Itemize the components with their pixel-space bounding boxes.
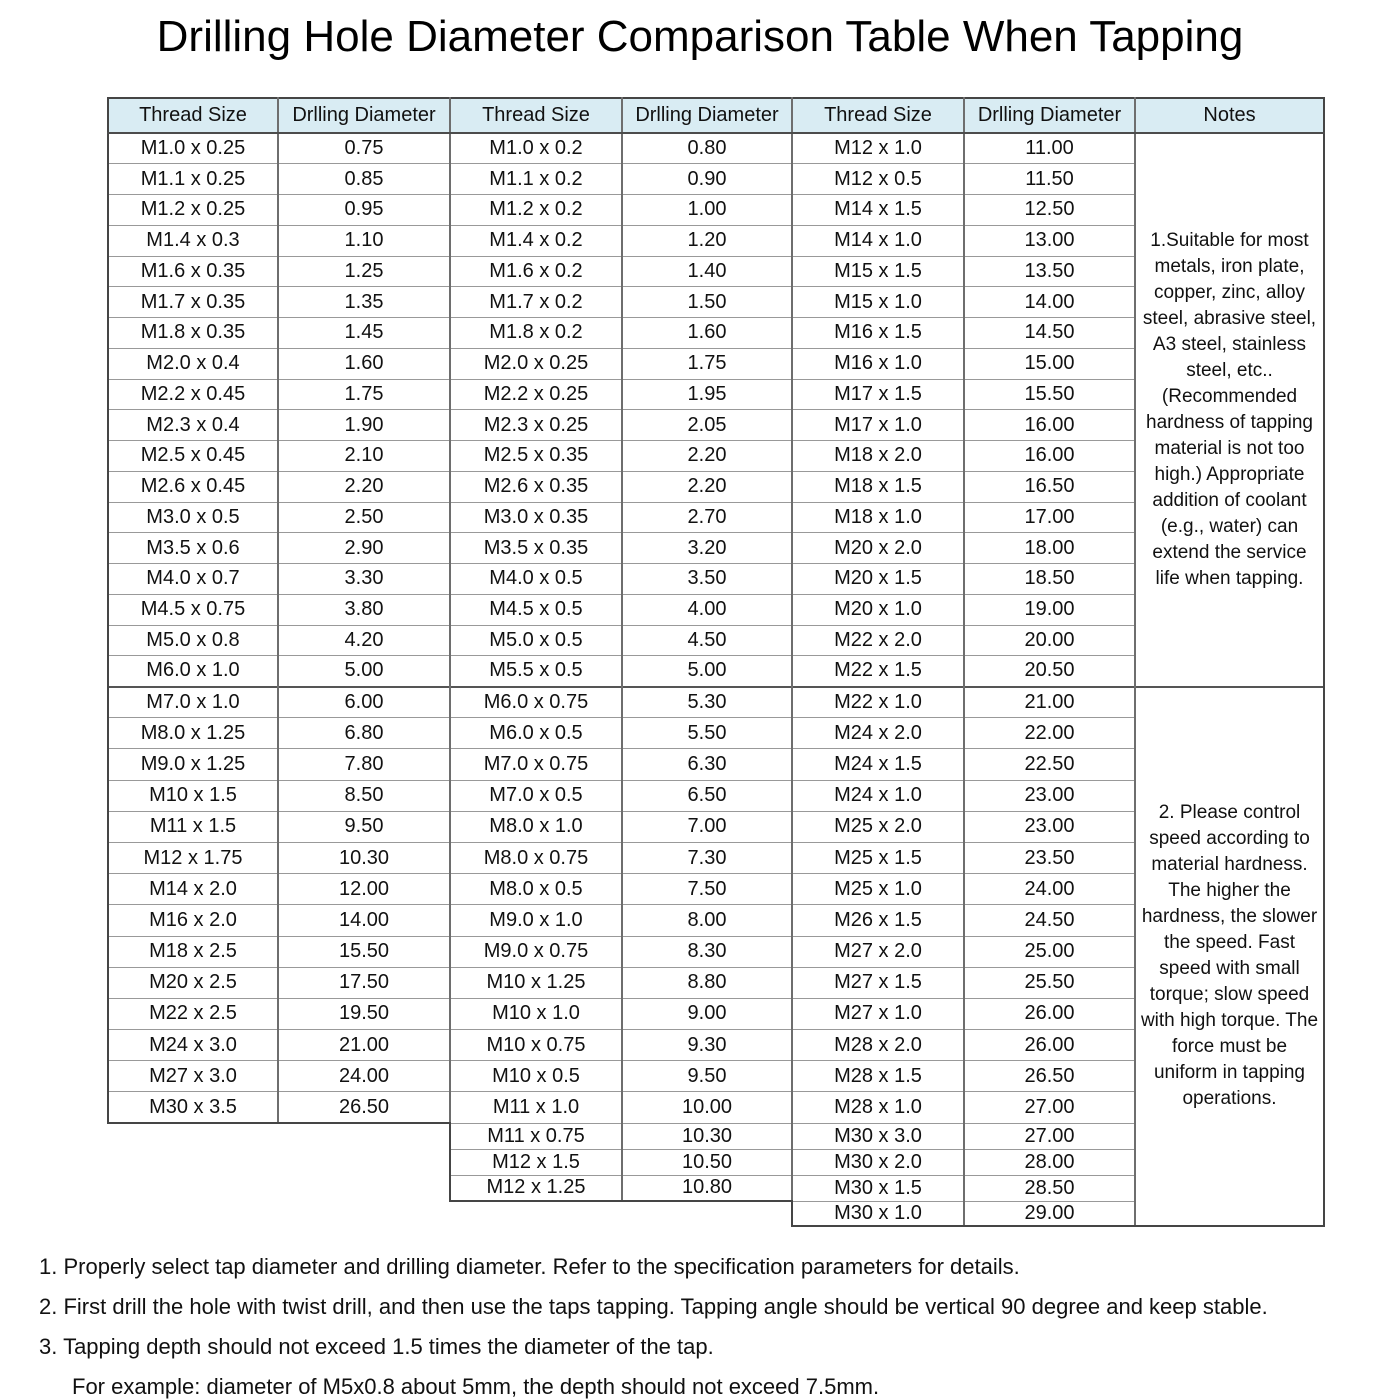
drilling-diameter-cell: 25.50 <box>964 967 1135 998</box>
thread-size-cell: M24 x 3.0 <box>108 1030 278 1061</box>
thread-size-cell: M16 x 2.0 <box>108 905 278 936</box>
thread-size-cell: M8.0 x 1.0 <box>450 811 622 842</box>
drilling-diameter-cell: 6.50 <box>622 780 792 811</box>
thread-size-cell: M1.2 x 0.25 <box>108 195 278 226</box>
thread-size-cell: M20 x 2.0 <box>792 533 964 564</box>
thread-size-cell: M27 x 1.0 <box>792 998 964 1029</box>
thread-size-cell: M22 x 1.0 <box>792 687 964 718</box>
drilling-diameter-cell: 11.00 <box>964 133 1135 164</box>
thread-size-cell: M2.0 x 0.25 <box>450 348 622 379</box>
drilling-diameter-cell: 9.30 <box>622 1030 792 1061</box>
drilling-diameter-cell: 1.75 <box>278 379 450 410</box>
drilling-diameter-cell: 23.00 <box>964 780 1135 811</box>
drilling-diameter-cell: 21.00 <box>964 687 1135 718</box>
drilling-diameter-cell: 21.00 <box>278 1030 450 1061</box>
drilling-diameter-cell: 1.95 <box>622 379 792 410</box>
thread-size-cell: M4.5 x 0.5 <box>450 594 622 625</box>
drilling-diameter-cell: 23.00 <box>964 811 1135 842</box>
thread-size-cell: M2.6 x 0.45 <box>108 471 278 502</box>
thread-size-cell: M6.0 x 1.0 <box>108 656 278 687</box>
drilling-diameter-cell: 14.00 <box>278 905 450 936</box>
thread-size-cell: M9.0 x 1.25 <box>108 749 278 780</box>
thread-size-cell: M2.6 x 0.35 <box>450 471 622 502</box>
drilling-diameter-cell: 8.50 <box>278 780 450 811</box>
thread-size-cell: M8.0 x 1.25 <box>108 718 278 749</box>
thread-size-cell: M1.0 x 0.25 <box>108 133 278 164</box>
thread-size-cell: M30 x 3.0 <box>792 1123 964 1149</box>
thread-size-cell: M7.0 x 0.5 <box>450 780 622 811</box>
drilling-diameter-cell: 27.00 <box>964 1123 1135 1149</box>
thread-size-cell: M6.0 x 0.5 <box>450 718 622 749</box>
drilling-diameter-cell: 8.30 <box>622 936 792 967</box>
drilling-diameter-cell: 6.80 <box>278 718 450 749</box>
thread-size-cell: M5.0 x 0.5 <box>450 625 622 656</box>
drilling-diameter-cell: 8.80 <box>622 967 792 998</box>
drilling-diameter-cell: 15.50 <box>278 936 450 967</box>
drilling-diameter-cell: 7.00 <box>622 811 792 842</box>
thread-size-cell: M10 x 1.25 <box>450 967 622 998</box>
thread-size-cell: M1.1 x 0.2 <box>450 164 622 195</box>
blank-cell <box>278 1201 450 1226</box>
drilling-diameter-cell: 26.00 <box>964 1030 1135 1061</box>
drilling-diameter-cell: 26.50 <box>278 1092 450 1123</box>
thread-size-cell: M8.0 x 0.75 <box>450 842 622 873</box>
drilling-diameter-cell: 17.50 <box>278 967 450 998</box>
footer-notes <box>39 1255 1268 1400</box>
drilling-diameter-cell: 2.05 <box>622 410 792 441</box>
drilling-diameter-cell: 16.50 <box>964 471 1135 502</box>
thread-size-cell: M25 x 1.0 <box>792 874 964 905</box>
drilling-diameter-cell: 1.00 <box>622 195 792 226</box>
thread-size-cell: M7.0 x 1.0 <box>108 687 278 718</box>
drilling-diameter-cell: 1.90 <box>278 410 450 441</box>
thread-size-cell: M30 x 1.0 <box>792 1201 964 1226</box>
thread-size-cell: M15 x 1.5 <box>792 256 964 287</box>
thread-size-cell: M5.0 x 0.8 <box>108 625 278 656</box>
drilling-diameter-cell: 9.50 <box>278 811 450 842</box>
drilling-diameter-cell: 10.00 <box>622 1092 792 1123</box>
drilling-diameter-cell: 22.00 <box>964 718 1135 749</box>
drilling-diameter-cell: 1.20 <box>622 225 792 256</box>
drilling-diameter-cell: 1.60 <box>278 348 450 379</box>
drilling-diameter-cell: 28.00 <box>964 1149 1135 1175</box>
thread-size-cell: M15 x 1.0 <box>792 287 964 318</box>
thread-size-cell: M6.0 x 0.75 <box>450 687 622 718</box>
thread-size-cell: M1.7 x 0.2 <box>450 287 622 318</box>
blank-cell <box>450 1201 622 1226</box>
thread-size-cell: M12 x 0.5 <box>792 164 964 195</box>
drilling-diameter-cell: 5.00 <box>278 656 450 687</box>
drilling-diameter-cell: 26.50 <box>964 1061 1135 1092</box>
thread-size-cell: M10 x 1.0 <box>450 998 622 1029</box>
thread-size-cell: M16 x 1.5 <box>792 318 964 349</box>
drilling-diameter-cell: 22.50 <box>964 749 1135 780</box>
thread-size-cell: M1.2 x 0.2 <box>450 195 622 226</box>
drilling-diameter-cell: 3.50 <box>622 564 792 595</box>
column-header-2: Thread Size <box>450 98 622 133</box>
thread-size-cell: M25 x 1.5 <box>792 842 964 873</box>
thread-size-cell: M27 x 1.5 <box>792 967 964 998</box>
thread-size-cell: M4.0 x 0.7 <box>108 564 278 595</box>
drilling-diameter-cell: 18.00 <box>964 533 1135 564</box>
thread-size-cell: M1.4 x 0.2 <box>450 225 622 256</box>
drilling-diameter-cell: 5.50 <box>622 718 792 749</box>
drilling-diameter-cell: 1.10 <box>278 225 450 256</box>
blank-cell <box>278 1149 450 1175</box>
thread-size-cell: M3.0 x 0.35 <box>450 502 622 533</box>
drilling-diameter-cell: 19.50 <box>278 998 450 1029</box>
table-row <box>108 687 1324 718</box>
drilling-diameter-cell: 14.50 <box>964 318 1135 349</box>
thread-size-cell: M18 x 2.5 <box>108 936 278 967</box>
drilling-diameter-cell: 1.60 <box>622 318 792 349</box>
drilling-diameter-cell: 8.00 <box>622 905 792 936</box>
drilling-diameter-cell: 25.00 <box>964 936 1135 967</box>
thread-size-cell: M7.0 x 0.75 <box>450 749 622 780</box>
drilling-diameter-cell: 1.35 <box>278 287 450 318</box>
thread-size-cell: M1.8 x 0.2 <box>450 318 622 349</box>
header-row <box>108 98 1324 133</box>
drilling-diameter-cell: 2.50 <box>278 502 450 533</box>
drilling-diameter-cell: 7.50 <box>622 874 792 905</box>
page-title: Drilling Hole Diameter Comparison Table When Tapping <box>156 12 1244 61</box>
thread-size-cell: M11 x 1.0 <box>450 1092 622 1123</box>
thread-size-cell: M3.5 x 0.6 <box>108 533 278 564</box>
thread-size-cell: M2.0 x 0.4 <box>108 348 278 379</box>
drilling-diameter-cell: 27.00 <box>964 1092 1135 1123</box>
drilling-diameter-cell: 3.20 <box>622 533 792 564</box>
thread-size-cell: M18 x 2.0 <box>792 441 964 472</box>
column-header-1: Drlling Diameter <box>278 98 450 133</box>
thread-size-cell: M28 x 2.0 <box>792 1030 964 1061</box>
thread-size-cell: M9.0 x 1.0 <box>450 905 622 936</box>
thread-size-cell: M1.7 x 0.35 <box>108 287 278 318</box>
drilling-diameter-cell: 2.20 <box>622 441 792 472</box>
thread-size-cell: M1.1 x 0.25 <box>108 164 278 195</box>
drilling-diameter-cell: 28.50 <box>964 1175 1135 1201</box>
thread-size-cell: M22 x 1.5 <box>792 656 964 687</box>
thread-size-cell: M11 x 0.75 <box>450 1123 622 1149</box>
drilling-diameter-cell: 24.00 <box>964 874 1135 905</box>
drilling-diameter-cell: 13.50 <box>964 256 1135 287</box>
thread-size-cell: M10 x 0.5 <box>450 1061 622 1092</box>
footer-note: 3. Tapping depth should not exceed 1.5 times the diameter of the tap. <box>39 1334 714 1359</box>
thread-size-cell: M30 x 3.5 <box>108 1092 278 1123</box>
drilling-diameter-cell: 1.40 <box>622 256 792 287</box>
thread-size-cell: M1.0 x 0.2 <box>450 133 622 164</box>
thread-size-cell: M27 x 2.0 <box>792 936 964 967</box>
drilling-diameter-cell: 24.50 <box>964 905 1135 936</box>
drilling-diameter-cell: 6.30 <box>622 749 792 780</box>
drilling-diameter-cell: 29.00 <box>964 1201 1135 1226</box>
thread-size-cell: M1.4 x 0.3 <box>108 225 278 256</box>
thread-size-cell: M12 x 1.75 <box>108 842 278 873</box>
footer-note: For example: diameter of M5x0.8 about 5mm, the depth should not exceed 7.5mm. <box>72 1374 880 1399</box>
thread-size-cell: M4.0 x 0.5 <box>450 564 622 595</box>
thread-size-cell: M1.6 x 0.35 <box>108 256 278 287</box>
blank-cell <box>108 1175 278 1201</box>
drilling-diameter-cell: 15.50 <box>964 379 1135 410</box>
drilling-diameter-cell: 18.50 <box>964 564 1135 595</box>
thread-size-cell: M2.3 x 0.25 <box>450 410 622 441</box>
column-header-4: Thread Size <box>792 98 964 133</box>
thread-size-cell: M24 x 2.0 <box>792 718 964 749</box>
drilling-diameter-cell: 19.00 <box>964 594 1135 625</box>
thread-size-cell: M27 x 3.0 <box>108 1061 278 1092</box>
drilling-diameter-cell: 9.50 <box>622 1061 792 1092</box>
drilling-diameter-cell: 20.00 <box>964 625 1135 656</box>
drilling-diameter-cell: 11.50 <box>964 164 1135 195</box>
thread-size-cell: M28 x 1.5 <box>792 1061 964 1092</box>
drilling-diameter-cell: 12.50 <box>964 195 1135 226</box>
blank-cell <box>622 1201 792 1226</box>
drilling-diameter-cell: 3.30 <box>278 564 450 595</box>
thread-size-cell: M17 x 1.5 <box>792 379 964 410</box>
drilling-diameter-cell: 2.10 <box>278 441 450 472</box>
blank-cell <box>108 1123 278 1149</box>
drilling-diameter-cell: 10.80 <box>622 1175 792 1201</box>
drilling-diameter-cell: 17.00 <box>964 502 1135 533</box>
drilling-diameter-cell: 2.90 <box>278 533 450 564</box>
thread-size-cell: M30 x 1.5 <box>792 1175 964 1201</box>
drilling-diameter-cell: 0.85 <box>278 164 450 195</box>
drilling-diameter-cell: 14.00 <box>964 287 1135 318</box>
thread-size-cell: M20 x 1.0 <box>792 594 964 625</box>
thread-size-cell: M30 x 2.0 <box>792 1149 964 1175</box>
thread-size-cell: M20 x 2.5 <box>108 967 278 998</box>
drilling-diameter-cell: 4.50 <box>622 625 792 656</box>
drilling-diameter-cell: 3.80 <box>278 594 450 625</box>
drilling-diameter-cell: 2.20 <box>622 471 792 502</box>
tapping-comparison-table <box>107 97 1325 1227</box>
thread-size-cell: M25 x 2.0 <box>792 811 964 842</box>
drilling-diameter-cell: 9.00 <box>622 998 792 1029</box>
thread-size-cell: M12 x 1.5 <box>450 1149 622 1175</box>
drilling-diameter-cell: 7.80 <box>278 749 450 780</box>
drilling-diameter-cell: 26.00 <box>964 998 1135 1029</box>
thread-size-cell: M17 x 1.0 <box>792 410 964 441</box>
blank-cell <box>278 1123 450 1149</box>
drilling-diameter-cell: 16.00 <box>964 441 1135 472</box>
thread-size-cell: M28 x 1.0 <box>792 1092 964 1123</box>
drilling-diameter-cell: 20.50 <box>964 656 1135 687</box>
thread-size-cell: M24 x 1.5 <box>792 749 964 780</box>
drilling-diameter-cell: 12.00 <box>278 874 450 905</box>
blank-cell <box>108 1201 278 1226</box>
drilling-diameter-cell: 1.50 <box>622 287 792 318</box>
notes-cell: 1.Suitable for most metals, iron plate, copper, zinc, alloy steel, abrasive steel, A3 steel, stainless steel, etc..(Recommended hardness of tapping material is not too high.) Appropriate addition of coolant (e.g., water) can extend the service life when tapping. <box>1135 133 1324 687</box>
thread-size-cell: M20 x 1.5 <box>792 564 964 595</box>
drilling-diameter-cell: 2.70 <box>622 502 792 533</box>
thread-size-cell: M2.3 x 0.4 <box>108 410 278 441</box>
thread-size-cell: M22 x 2.5 <box>108 998 278 1029</box>
drilling-diameter-cell: 0.90 <box>622 164 792 195</box>
thread-size-cell: M18 x 1.0 <box>792 502 964 533</box>
thread-size-cell: M11 x 1.5 <box>108 811 278 842</box>
drilling-diameter-cell: 5.30 <box>622 687 792 718</box>
footer-note: 1. Properly select tap diameter and drilling diameter. Refer to the specification parameters for details. <box>39 1254 1020 1279</box>
thread-size-cell: M2.2 x 0.45 <box>108 379 278 410</box>
thread-size-cell: M1.8 x 0.35 <box>108 318 278 349</box>
thread-size-cell: M1.6 x 0.2 <box>450 256 622 287</box>
thread-size-cell: M14 x 1.5 <box>792 195 964 226</box>
thread-size-cell: M2.5 x 0.45 <box>108 441 278 472</box>
thread-size-cell: M24 x 1.0 <box>792 780 964 811</box>
thread-size-cell: M3.5 x 0.35 <box>450 533 622 564</box>
table-row <box>108 133 1324 164</box>
drilling-diameter-cell: 24.00 <box>278 1061 450 1092</box>
drilling-diameter-cell: 23.50 <box>964 842 1135 873</box>
thread-size-cell: M22 x 2.0 <box>792 625 964 656</box>
thread-size-cell: M9.0 x 0.75 <box>450 936 622 967</box>
drilling-diameter-cell: 4.20 <box>278 625 450 656</box>
drilling-diameter-cell: 0.75 <box>278 133 450 164</box>
thread-size-cell: M16 x 1.0 <box>792 348 964 379</box>
drilling-diameter-cell: 4.00 <box>622 594 792 625</box>
thread-size-cell: M3.0 x 0.5 <box>108 502 278 533</box>
thread-size-cell: M14 x 2.0 <box>108 874 278 905</box>
thread-size-cell: M10 x 1.5 <box>108 780 278 811</box>
blank-cell <box>278 1175 450 1201</box>
drilling-diameter-cell: 15.00 <box>964 348 1135 379</box>
thread-size-cell: M5.5 x 0.5 <box>450 656 622 687</box>
drilling-diameter-cell: 6.00 <box>278 687 450 718</box>
drilling-diameter-cell: 10.30 <box>278 842 450 873</box>
notes-cell: 2. Please control speed according to material hardness. The higher the hardness, the slower the speed. Fast speed with small torque; slow speed with high torque. The force must be uniform in tapping operations. <box>1135 687 1324 1227</box>
column-header-3: Drlling Diameter <box>622 98 792 133</box>
blank-cell <box>108 1149 278 1175</box>
thread-size-cell: M26 x 1.5 <box>792 905 964 936</box>
drilling-diameter-cell: 16.00 <box>964 410 1135 441</box>
thread-size-cell: M2.2 x 0.25 <box>450 379 622 410</box>
drilling-diameter-cell: 10.30 <box>622 1123 792 1149</box>
thread-size-cell: M8.0 x 0.5 <box>450 874 622 905</box>
thread-size-cell: M10 x 0.75 <box>450 1030 622 1061</box>
drilling-diameter-cell: 10.50 <box>622 1149 792 1175</box>
drilling-diameter-cell: 1.75 <box>622 348 792 379</box>
drilling-diameter-cell: 13.00 <box>964 225 1135 256</box>
thread-size-cell: M18 x 1.5 <box>792 471 964 502</box>
column-header-5: Drlling Diameter <box>964 98 1135 133</box>
thread-size-cell: M2.5 x 0.35 <box>450 441 622 472</box>
thread-size-cell: M4.5 x 0.75 <box>108 594 278 625</box>
drilling-diameter-cell: 5.00 <box>622 656 792 687</box>
thread-size-cell: M12 x 1.25 <box>450 1175 622 1201</box>
footer-note: 2. First drill the hole with twist drill, and then use the taps tapping. Tapping angle should be vertical 90 degree and keep stable. <box>39 1294 1268 1319</box>
drilling-diameter-cell: 2.20 <box>278 471 450 502</box>
drilling-diameter-cell: 0.95 <box>278 195 450 226</box>
column-header-notes: Notes <box>1135 98 1324 133</box>
drilling-diameter-cell: 1.45 <box>278 318 450 349</box>
thread-size-cell: M14 x 1.0 <box>792 225 964 256</box>
column-header-0: Thread Size <box>108 98 278 133</box>
drilling-diameter-cell: 0.80 <box>622 133 792 164</box>
drilling-diameter-cell: 7.30 <box>622 842 792 873</box>
drilling-diameter-cell: 1.25 <box>278 256 450 287</box>
thread-size-cell: M12 x 1.0 <box>792 133 964 164</box>
